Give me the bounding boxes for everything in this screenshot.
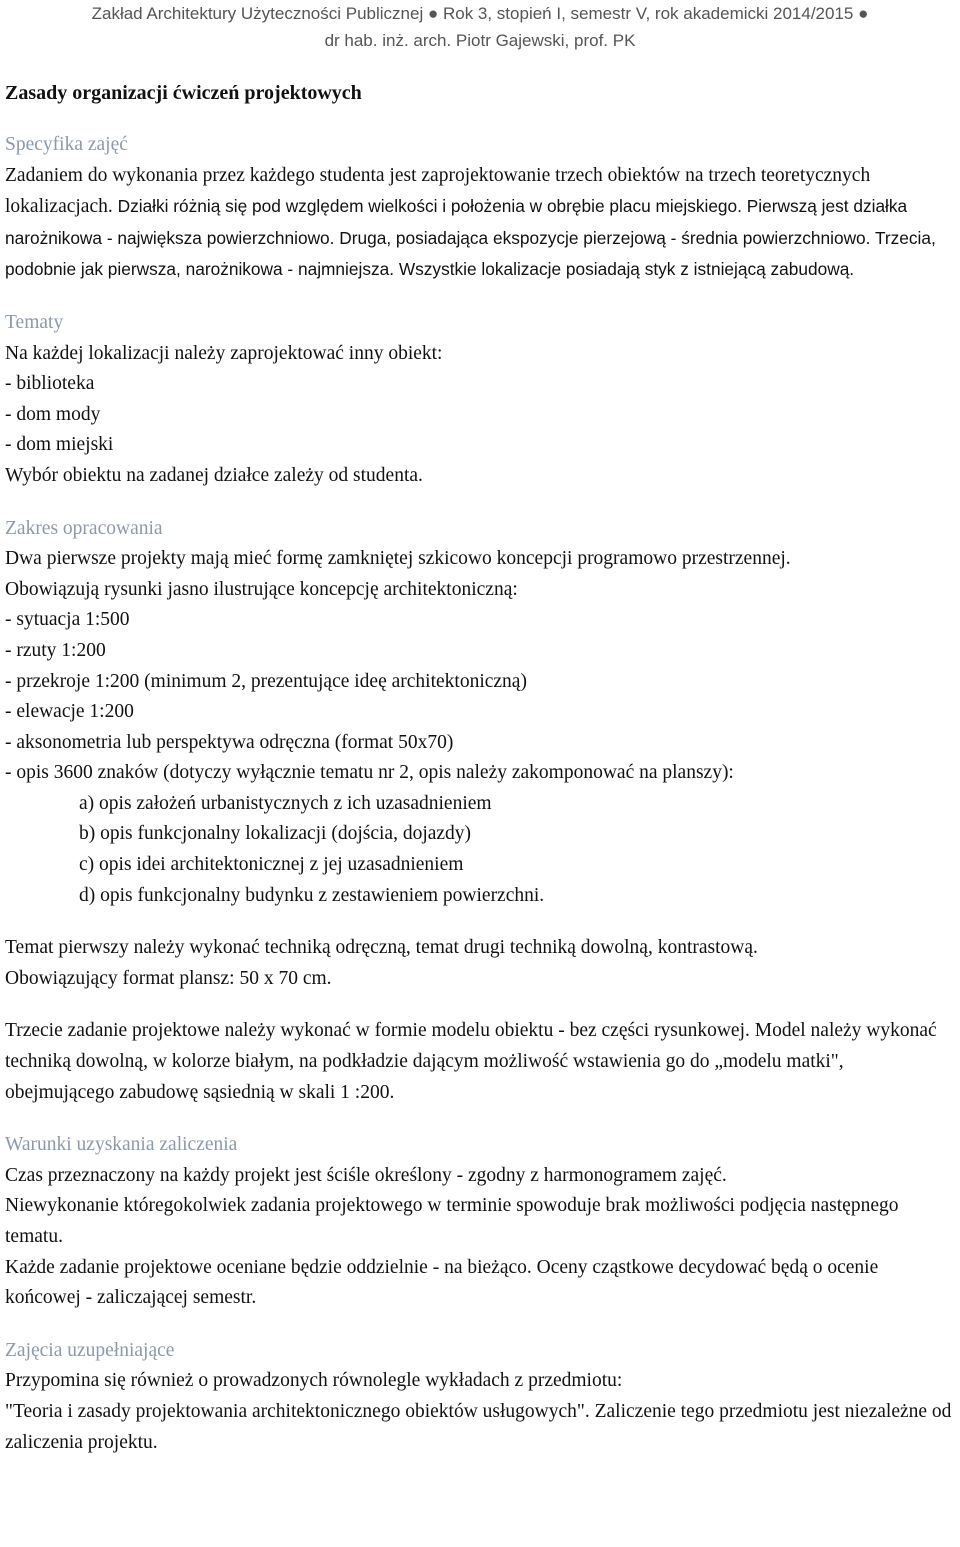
warunki-p3: Każde zadanie projektowe oceniane będzie oddzielnie - na bieżąco. Oceny cząstkowe decydować będą o ocenie końcowej - zaliczającej semestr. bbox=[5, 1256, 879, 1309]
zakres-technika-2: Obowiązujący format plansz: 50 x 70 cm. bbox=[5, 967, 332, 989]
specyfika-text-sans: Działki różnią się pod względem wielkości i położenia w obrębie placu miejskiego. Pierwszą jest działka narożnikowa - największa powierzchniowo. Druga, posiadająca ekspozycje pierzejową - średnia powierzchniowo. Trzecia, podobnie jak pierwsza, narożnikowa - najmniejsza. Wszystkie lokalizacje posiadają styk z istniejącą zabudową. bbox=[5, 196, 936, 280]
list-item: - aksonometria lub perspektywa odręczna (format 50x70) bbox=[5, 731, 454, 753]
list-item: - dom mody bbox=[5, 403, 101, 425]
tematy-outro: Wybór obiektu na zadanej działce zależy od studenta. bbox=[5, 464, 423, 486]
list-item: - opis 3600 znaków (dotyczy wyłącznie tematu nr 2, opis należy zakomponować na planszy): bbox=[5, 762, 734, 784]
list-item: - elewacje 1:200 bbox=[5, 701, 134, 723]
warunki-p2: Niewykonanie któregokolwiek zadania projektowego w terminie spowoduje brak możliwości podjęcia następnego tematu. bbox=[5, 1195, 899, 1247]
list-item: - biblioteka bbox=[5, 373, 95, 395]
tematy-intro: Na każdej lokalizacji należy zaprojektować inny obiekt: bbox=[5, 342, 443, 364]
section-heading-warunki: Warunki uzyskania zaliczenia bbox=[5, 1134, 238, 1156]
list-item: - rzuty 1:200 bbox=[5, 639, 106, 661]
header-line-1: Zakład Architektury Użyteczności Publicznej ● Rok 3, stopień I, semestr V, rok akademicki 2014/2015 ● bbox=[91, 4, 869, 23]
list-item: b) opis funkcjonalny lokalizacji (dojścia, dojazdy) bbox=[79, 823, 472, 845]
zakres-sublist bbox=[5, 789, 955, 911]
list-item: - dom miejski bbox=[5, 434, 114, 456]
section-heading-specyfika: Specyfika zajęć bbox=[5, 134, 128, 155]
header-line-2: dr hab. inż. arch. Piotr Gajewski, prof. PK bbox=[324, 31, 636, 50]
section-heading-tematy: Tematy bbox=[5, 311, 64, 333]
section-heading-zakres: Zakres opracowania bbox=[5, 517, 163, 539]
list-item: - przekroje 1:200 (minimum 2, prezentujące ideę architektoniczną) bbox=[5, 670, 527, 692]
document-title: Zasady organizacji ćwiczeń projektowych bbox=[5, 82, 362, 104]
zakres-list bbox=[5, 605, 955, 789]
list-item: c) opis idei architektonicznej z jej uzasadnieniem bbox=[79, 854, 464, 876]
page-header bbox=[5, 0, 955, 54]
list-item: - sytuacja 1:500 bbox=[5, 609, 130, 631]
specyfika-text bbox=[5, 161, 955, 286]
zakres-intro-2: Obowiązują rysunki jasno ilustrujące koncepcję architektoniczną: bbox=[5, 578, 518, 600]
tematy-list bbox=[5, 369, 955, 461]
list-item: d) opis funkcjonalny budynku z zestawieniem powierzchni. bbox=[79, 884, 545, 906]
specyfika-text-serif: Zadaniem do wykonania przez każdego studenta jest zaprojektowanie trzech obiektów na trzech teoretycznych lokalizacjach. bbox=[5, 164, 871, 218]
section-heading-zajecia: Zajęcia uzupełniające bbox=[5, 1339, 175, 1361]
warunki-p1: Czas przeznaczony na każdy projekt jest ściśle określony - zgodny z harmonogramem zajęć. bbox=[5, 1164, 727, 1186]
zakres-intro-1: Dwa pierwsze projekty mają mieć formę zamkniętej szkicowo koncepcji programowo przestrzennej. bbox=[5, 548, 791, 570]
zakres-trzecie-zadanie: Trzecie zadanie projektowe należy wykonać w formie modelu obiektu - bez części rysunkowej. Model należy wykonać techniką dowolną, w kolorze białym, na podkładzie dającym możliwość wstawienia go do „modelu matki", obejmującego zabudowę sąsiednią w skali 1 :200. bbox=[5, 1020, 937, 1103]
list-item: a) opis założeń urbanistycznych z ich uzasadnieniem bbox=[79, 792, 492, 814]
zajecia-p1: Przypomina się również o prowadzonych równolegle wykładach z przedmiotu: bbox=[5, 1370, 623, 1392]
zajecia-p2: "Teoria i zasady projektowania architektonicznego obiektów usługowych". Zaliczenie tego przedmiotu jest niezależne od zaliczenia projektu. bbox=[5, 1400, 952, 1453]
zakres-technika-1: Temat pierwszy należy wykonać techniką odręczną, temat drugi techniką dowolną, kontrastową. bbox=[5, 937, 758, 959]
